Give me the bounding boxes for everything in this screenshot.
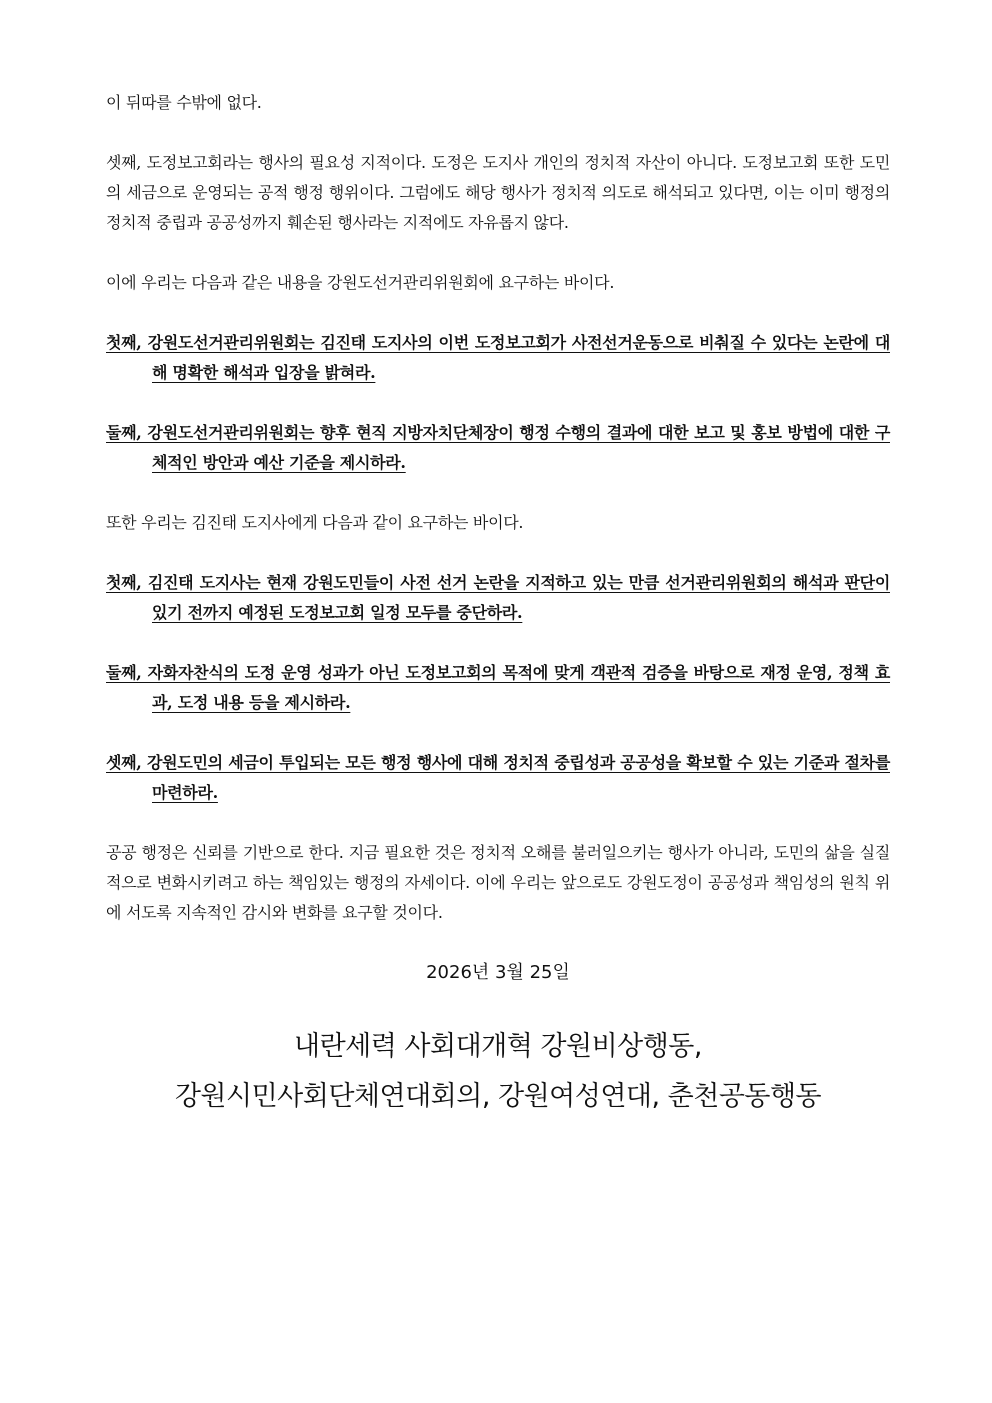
- conclusion-paragraph: 공공 행정은 신뢰를 기반으로 한다. 지금 필요한 것은 정치적 오해를 불러일으키는 행사가 아니라, 도민의 삶을 실질적으로 변화시키려고 하는 책임있는 행정의 자세이다. 이에 우리는 앞으로도 강원도정이 공공성과 책임성의 원칙 위에 서도록 지속적인 감시와 변화를 요구할 것이다.: [106, 843, 890, 922]
- document-page: [106, 88, 890, 1122]
- continuation-text: 이 뒤따를 수밖에 없다.: [106, 93, 262, 112]
- election-demand-1: 첫째, 강원도선거관리위원회는 김진태 도지사의 이번 도정보고회가 사전선거운동으로 비춰질 수 있다는 논란에 대해 명확한 해석과 입장을 밝혀라.: [106, 333, 890, 382]
- governor-demand-2: 둘째, 자화자찬식의 도정 운영 성과가 아닌 도정보고회의 목적에 맞게 객관적 검증을 바탕으로 재정 운영, 정책 효과, 도정 내용 등을 제시하라.: [106, 663, 890, 712]
- governor-demand-3: 셋째, 강원도민의 세금이 투입되는 모든 행정 행사에 대해 정치적 중립성과 공공성을 확보할 수 있는 기준과 절차를 마련하라.: [106, 753, 890, 802]
- signature-line-2: 강원시민사회단체연대회의, 강원여성연대, 춘천공동행동: [174, 1081, 822, 1112]
- election-demand-2: 둘째, 강원도선거관리위원회는 향후 현직 지방자치단체장이 행정 수행의 결과에 대한 보고 및 홍보 방법에 대한 구체적인 방안과 예산 기준을 제시하라.: [106, 423, 890, 472]
- governor-demand-1: 첫째, 김진태 도지사는 현재 강원도민들이 사전 선거 논란을 지적하고 있는 만큼 선거관리위원회의 해석과 판단이 있기 전까지 예정된 도정보고회 일정 모두를 중단하라.: [106, 573, 890, 622]
- third-point-paragraph: 셋째, 도정보고회라는 행사의 필요성 지적이다. 도정은 도지사 개인의 정치적 자산이 아니다. 도정보고회 또한 도민의 세금으로 운영되는 공적 행정 행위이다. 그럼에도 해당 행사가 정치적 의도로 해석되고 있다면, 이는 이미 행정의 정치적 중립과 공공성까지 훼손된 행사라는 지적에도 자유롭지 않다.: [106, 153, 890, 232]
- signature-block: [106, 1022, 890, 1122]
- signature-line-1: 내란세력 사회대개혁 강원비상행동,: [294, 1031, 702, 1062]
- governor-intro: 또한 우리는 김진태 도지사에게 다음과 같이 요구하는 바이다.: [106, 513, 524, 532]
- election-commission-intro: 이에 우리는 다음과 같은 내용을 강원도선거관리위원회에 요구하는 바이다.: [106, 273, 615, 292]
- document-date: 2026년 3월 25일: [426, 962, 570, 983]
